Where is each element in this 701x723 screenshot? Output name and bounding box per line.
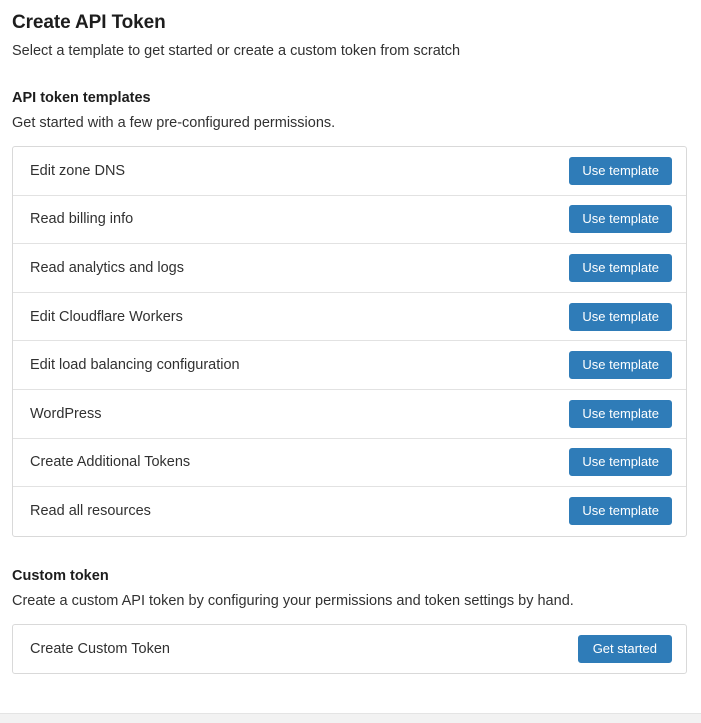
table-row (13, 487, 686, 536)
template-list (12, 146, 687, 537)
page-subtitle: Select a template to get started or create a custom token from scratch (12, 43, 461, 59)
template-name: Edit load balancing configuration (30, 357, 240, 374)
custom-token-row (13, 625, 686, 674)
template-name: Edit zone DNS (30, 162, 126, 179)
use-template-button[interactable]: Use template (569, 448, 672, 476)
use-template-button[interactable]: Use template (569, 205, 672, 233)
use-template-button[interactable]: Use template (569, 351, 672, 379)
template-name: Read billing info (30, 211, 134, 228)
use-template-button[interactable]: Use template (569, 157, 672, 185)
custom-token-label: Create Custom Token (30, 641, 170, 658)
footer-strip (0, 713, 701, 723)
custom-section-description: Create a custom API token by configuring your permissions and token settings by hand. (12, 592, 574, 609)
table-row (13, 439, 686, 488)
custom-section-title: Custom token (12, 567, 109, 584)
template-name: Read analytics and logs (30, 259, 184, 276)
get-started-button[interactable]: Get started (578, 635, 672, 663)
table-row (13, 293, 686, 342)
use-template-button[interactable]: Use template (569, 303, 672, 331)
table-row (13, 147, 686, 196)
table-row (13, 390, 686, 439)
template-name: WordPress (30, 405, 102, 422)
use-template-button[interactable]: Use template (569, 497, 672, 525)
table-row (13, 196, 686, 245)
table-row (13, 244, 686, 293)
template-name: Read all resources (30, 503, 151, 520)
table-row (13, 341, 686, 390)
custom-token-card (12, 624, 687, 675)
template-name: Create Additional Tokens (30, 454, 191, 471)
templates-section-title: API token templates (12, 90, 151, 106)
page-title: Create API Token (12, 12, 166, 33)
use-template-button[interactable]: Use template (569, 254, 672, 282)
template-name: Edit Cloudflare Workers (30, 308, 183, 325)
templates-section-description: Get started with a few pre-configured permissions. (12, 115, 336, 131)
use-template-button[interactable]: Use template (569, 400, 672, 428)
